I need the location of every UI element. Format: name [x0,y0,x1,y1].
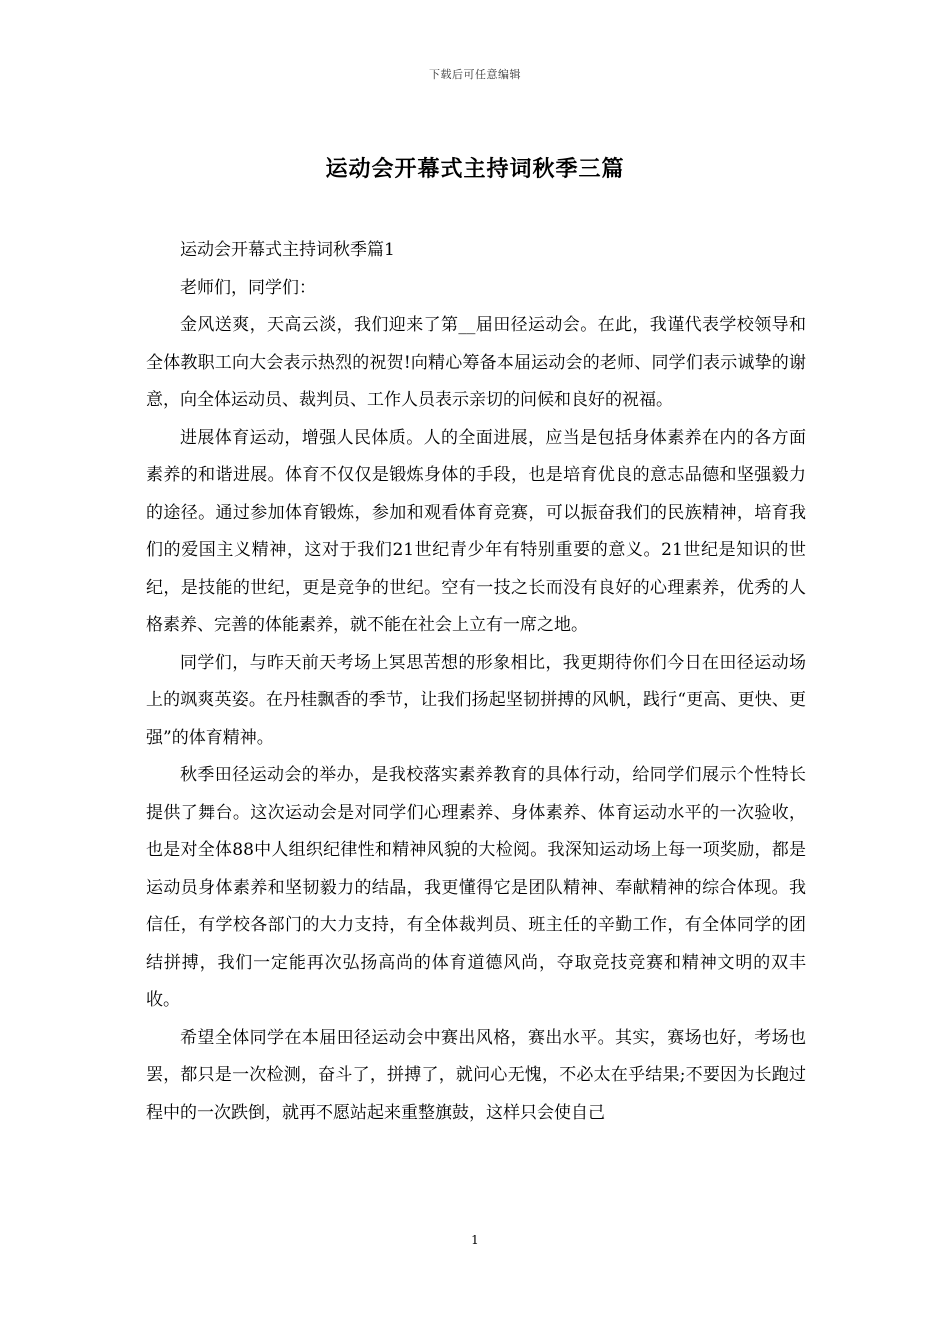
section-subtitle: 运动会开幕式主持词秋季篇1 [180,240,395,260]
document-title: 运动会开幕式主持词秋季三篇 [325,156,625,182]
greeting: 老师们，同学们： [180,277,316,298]
document-body [146,232,806,1132]
paragraph: 同学们，与昨天前天考场上冥思苦想的形象相比，我更期待你们今日在田径运动场上的飒爽英姿。在丹桂飘香的季节，让我们扬起坚韧拼搏的风帆，践行“更高、更快、更强”的体育精神。 [146,652,806,748]
paragraph: 进展体育运动，增强人民体质。人的全面进展，应当是包括身体素养在内的各方面素养的和谐进展。体育不仅仅是锻炼身体的手段，也是培育优良的意志品德和坚强毅力的途径。通过参加体育锻炼，参加和观看体育竞赛，可以振奋我们的民族精神，培育我们的爱国主义精神，这对于我们21世纪青少年有特别重要的意义。21世纪是知识的世纪，是技能的世纪，更是竞争的世纪。空有一技之长而没有良好的心理素养，优秀的人格素养、完善的体能素养，就不能在社会上立有一席之地。 [146,427,806,635]
page-header: 下载后可任意编辑 [429,68,521,81]
paragraph: 金风送爽，天高云淡，我们迎来了第__届田径运动会。在此，我谨代表学校领导和全体教职工向大会表示热烈的祝贺!向精心筹备本届运动会的老师、同学们表示诚挚的谢意，向全体运动员、裁判员、工作人员表示亲切的问候和良好的祝福。 [146,315,806,410]
paragraph: 秋季田径运动会的举办，是我校落实素养教育的具体行动，给同学们展示个性特长提供了舞台。这次运动会是对同学们心理素养、身体素养、体育运动水平的一次验收，也是对全体88中人组织纪律性和精神风貌的大检阅。我深知运动场上每一项奖励，都是运动员身体素养和坚韧毅力的结晶，我更懂得它是团队精神、奉献精神的综合体现。我信任，有学校各部门的大力支持，有全体裁判员、班主任的辛勤工作，有全体同学的团结拼搏，我们一定能再次弘扬高尚的体育道德风尚，夺取竞技竞赛和精神文明的双丰收。 [146,765,806,1010]
page-number: 1 [471,1233,479,1247]
paragraph: 希望全体同学在本届田径运动会中赛出风格，赛出水平。其实，赛场也好，考场也罢，都只是一次检测，奋斗了，拼搏了，就问心无愧，不必太在乎结果;不要因为长跑过程中的一次跌倒，就再不愿站起来重整旗鼓，这样只会使自己 [146,1027,806,1123]
